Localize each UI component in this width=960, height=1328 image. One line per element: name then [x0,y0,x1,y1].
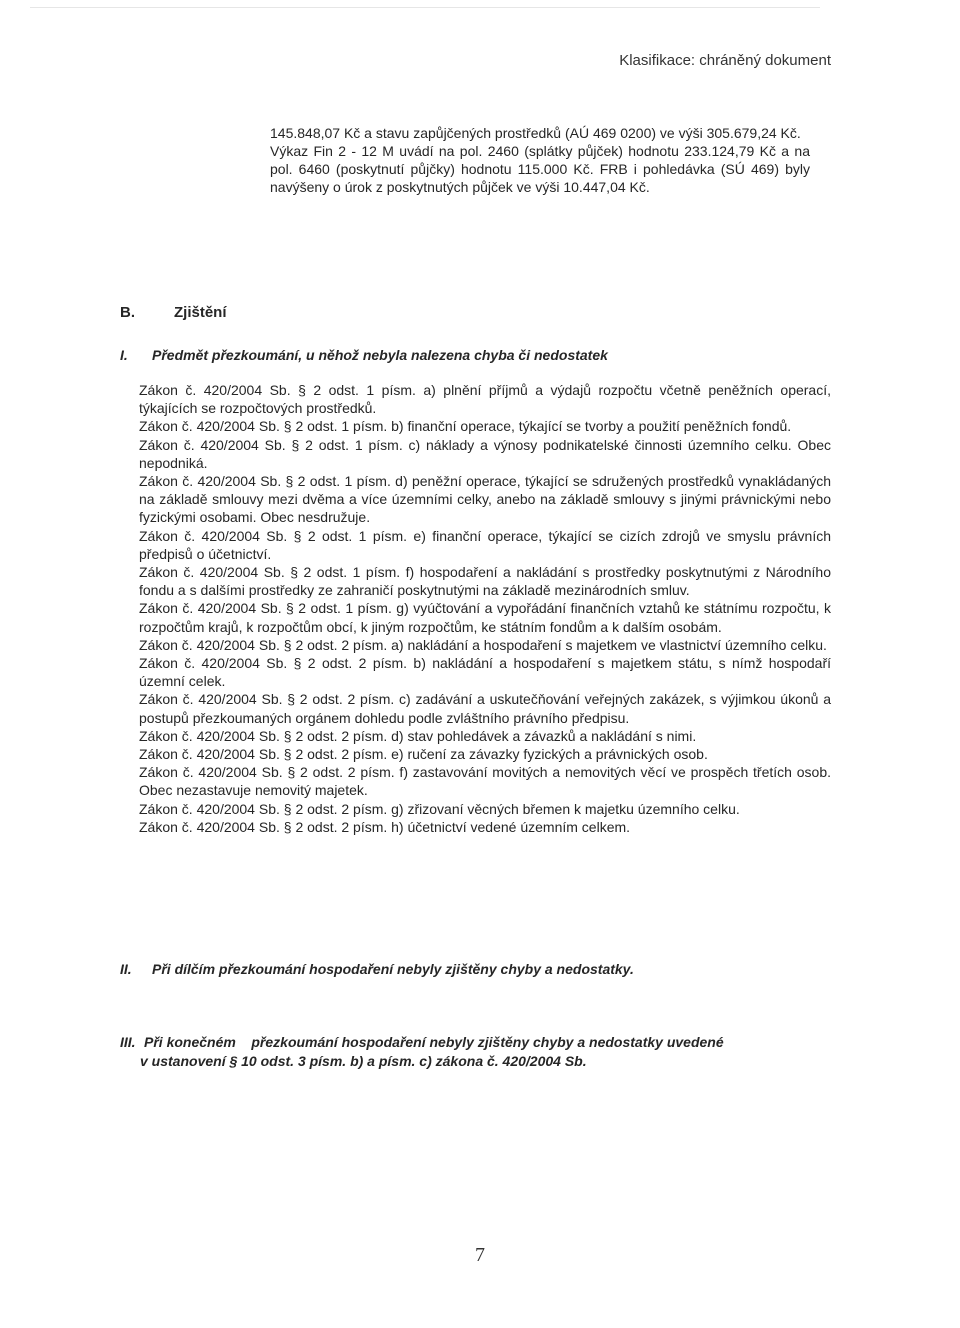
finding-item: Zákon č. 420/2004 Sb. § 2 odst. 1 písm. f) hospodaření a nakládání s prostředky poskytnutými z Národního fondu a s dalšími prostředky ze zahraničí poskytnutými na základě mezinárodních smluv. [139,564,831,599]
intro-paragraphs [270,124,810,196]
intro-paragraph: Výkaz Fin 2 - 12 M uvádí na pol. 2460 (splátky půjček) hodnotu 233.124,79 Kč a na pol. 6460 (poskytnutí půjčky) hodnotu 115.000 Kč. FRB i pohledávka (SÚ 469) byly navýšeny o úrok z poskytnutých půjček ve výši 10.447,04 Kč. [270,143,810,195]
top-rule [30,7,820,8]
finding-item: Zákon č. 420/2004 Sb. § 2 odst. 2 písm. b) nakládání a hospodaření s majetkem státu, s nímž hospodaří územní celek. [139,655,831,690]
findings-list [139,381,831,836]
finding-item: Zákon č. 420/2004 Sb. § 2 odst. 1 písm. c) náklady a výnosy podnikatelské činnosti územního celku. Obec nepodniká. [139,436,831,471]
finding-item: Zákon č. 420/2004 Sb. § 2 odst. 2 písm. g) zřizovaní věcných břemen k majetku územního celku. [139,800,740,817]
finding-item: Zákon č. 420/2004 Sb. § 2 odst. 2 písm. c) zadávání a uskutečňování veřejných zakázek, s výjimkou úkonů a postupů přezkoumaných orgánem dohledu podle zvláštního právního předpisu. [139,691,831,726]
subsection-numeral: II. [120,961,132,977]
finding-item: Zákon č. 420/2004 Sb. § 2 odst. 1 písm. g) vyúčtování a vypořádání finančních vztahů ke státnímu rozpočtu, k rozpočtům krajů, k rozpočtům obcí, k jiným rozpočtům, ke státním fondům a k dalším osobám. [139,600,831,635]
subsection-heading-1 [120,347,608,363]
section-letter: B. [120,304,135,321]
finding-item: Zákon č. 420/2004 Sb. § 2 odst. 1 písm. e) finanční operace, týkající se cizích zdrojů ve smyslu právních předpisů o účetnictví. [139,527,831,562]
subsection-title: Předmět přezkoumání, u něhož nebyla nalezena chyba či nedostatek [152,347,608,363]
finding-item: Zákon č. 420/2004 Sb. § 2 odst. 1 písm. d) peněžní operace, týkající se sdružených prostředků vynakládaných na základě smlouvy mezi dvěma a více územními celky, anebo na základě smlouvy s jinými právnickými nebo fyzickými osobami. Obec nesdružuje. [139,473,831,526]
finding-item: Zákon č. 420/2004 Sb. § 2 odst. 2 písm. f) zastavování movitých a nemovitých věcí ve prospěch třetích osob. Obec nezastavuje nemovitý majetek. [139,764,831,799]
section-title: Zjištění [174,304,227,321]
subsection-title-line-2: v ustanovení § 10 odst. 3 písm. b) a písm. c) zákona č. 420/2004 Sb. [140,1053,587,1069]
finding-item: Zákon č. 420/2004 Sb. § 2 odst. 1 písm. a) plnění příjmů a výdajů rozpočtu včetně peněžních operací, týkajících se rozpočtových prostředků. [139,382,831,417]
finding-item: Zákon č. 420/2004 Sb. § 2 odst. 2 písm. a) nakládání a hospodaření s majetkem ve vlastnictví územního celku. [139,636,827,653]
subsection-numeral: III. [120,1034,136,1050]
finding-item: Zákon č. 420/2004 Sb. § 2 odst. 1 písm. b) finanční operace, týkající se tvorby a použití peněžních fondů. [139,418,792,435]
section-heading [120,304,227,321]
subsection-numeral: I. [120,347,128,363]
intro-paragraph: 145.848,07 Kč a stavu zapůjčených prostředků (AÚ 469 0200) ve výši 305.679,24 Kč. [270,125,801,141]
finding-item: Zákon č. 420/2004 Sb. § 2 odst. 2 písm. e) ručení za závazky fyzických a právnických osob. [139,746,708,763]
finding-item: Zákon č. 420/2004 Sb. § 2 odst. 2 písm. d) stav pohledávek a závazků a nakládání s nimi. [139,727,697,744]
subsection-heading-3 [120,1033,832,1071]
subsection-heading-2 [120,961,634,977]
subsection-title: Při dílčím přezkoumání hospodaření nebyly zjištěny chyby a nedostatky. [152,961,634,977]
finding-item: Zákon č. 420/2004 Sb. § 2 odst. 2 písm. h) účetnictví vedené územním celkem. [139,818,631,835]
subsection-title-line-1: Při konečném přezkoumání hospodaření nebyly zjištěny chyby a nedostatky uvedené [144,1034,724,1050]
page-number: 7 [475,1244,485,1266]
classification-label: Klasifikace: chráněný dokument [619,52,831,69]
